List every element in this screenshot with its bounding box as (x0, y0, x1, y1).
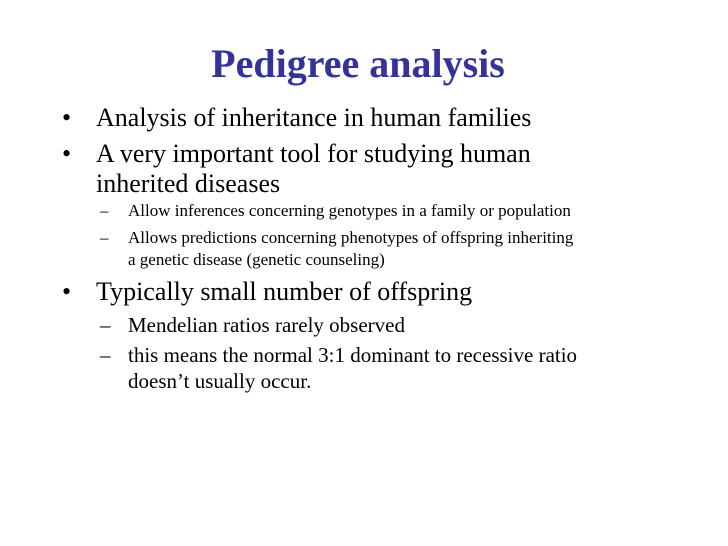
bullet-text (96, 277, 472, 307)
bullet-text (96, 139, 531, 199)
dash-marker: – (100, 343, 111, 367)
sub-bullet-line: Allows predictions concerning phenotypes of offspring inheriting (128, 228, 574, 247)
sub-bullet-line: Mendelian ratios rarely observed (128, 313, 405, 337)
bullet-line: Analysis of inheritance in human families (96, 103, 532, 132)
sub-bullet-line: this means the normal 3:1 dominant to recessive ratio (128, 343, 578, 367)
bullet-line: A very important tool for studying human (96, 139, 531, 168)
sub-bullet-text (128, 312, 405, 338)
bullet-text (96, 103, 531, 133)
dash-marker: – (100, 201, 109, 220)
slide-title: Pedigree analysis (211, 41, 505, 86)
bullet-line: Typically small number of offspring (96, 277, 473, 306)
sub-bullet-text (128, 342, 577, 394)
bullet-line: inherited diseases (96, 169, 281, 198)
sub-bullet-text (128, 200, 571, 222)
bullet-marker: • (62, 277, 72, 306)
dash-marker: – (100, 228, 109, 247)
sub-bullet-line: Allow inferences concerning genotypes in a family or population (128, 201, 571, 220)
sub-bullet-line: a genetic disease (genetic counseling) (128, 250, 385, 269)
sub-bullet-line: doesn’t usually occur. (128, 369, 312, 393)
bullet-marker: • (62, 103, 72, 132)
dash-marker: – (100, 313, 111, 337)
bullet-marker: • (62, 139, 72, 168)
sub-bullet-text (128, 227, 573, 271)
